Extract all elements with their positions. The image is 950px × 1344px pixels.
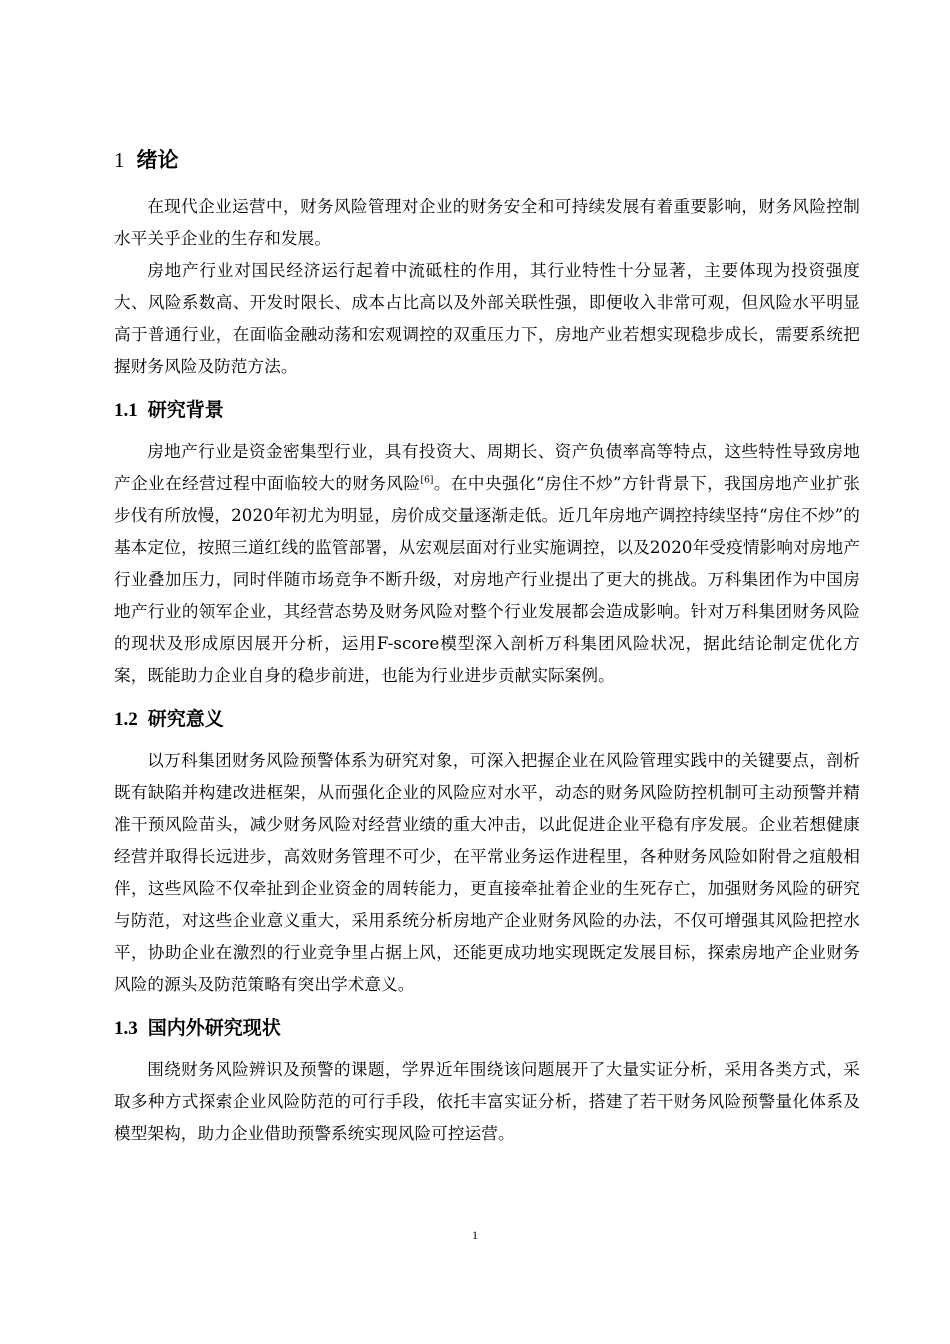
section-number: 1.3	[114, 1018, 138, 1039]
section-1-3-paragraph: 围绕财务风险辨识及预警的课题，学界近年围绕该问题展开了大量实证分析，采用各类方式，采取多种方式探索企业风险防范的可行手段，依托丰富实证分析，搭建了若干财务风险预警量化体系及模型架构，助力企业借助预警系统实现风险可控运营。	[114, 1060, 860, 1143]
section-heading-1-3	[114, 1013, 860, 1044]
paragraph-text: 房地产行业是资金密集型行业，具有投资大、周期长、资产负债率高等特点，这些特性导致房地产企业在经营过程中面临较大的财务风险	[114, 442, 860, 493]
section-number: 1.2	[114, 709, 138, 730]
chapter-paragraph-1: 在现代企业运营中，财务风险管理对企业的财务安全和可持续发展有着重要影响，财务风险控制水平关乎企业的生存和发展。	[114, 197, 860, 248]
section-title: 国内外研究现状	[147, 1017, 281, 1039]
chapter-heading	[114, 143, 860, 177]
section-heading-1-1	[114, 395, 860, 426]
chapter-number: 1	[114, 148, 125, 172]
page-number: 1	[472, 1228, 478, 1242]
section-title: 研究背景	[147, 399, 224, 421]
chapter-paragraph-2: 房地产行业对国民经济运行起着中流砥柱的作用，其行业特性十分显著，主要体现为投资强度大、风险系数高、开发时限长、成本占比高以及外部关联性强，即便收入非常可观，但风险水平明显高于普通行业，在面临金融动荡和宏观调控的双重压力下，房地产业若想实现稳步成长，需要系统把握财务风险及防范方法。	[114, 261, 860, 376]
chapter-title: 绪论	[136, 147, 179, 172]
page-content	[114, 143, 860, 1150]
section-title: 研究意义	[147, 708, 224, 730]
section-heading-1-2	[114, 704, 860, 735]
citation-ref: [6]	[420, 475, 434, 486]
section-1-2-paragraph: 以万科集团财务风险预警体系为研究对象，可深入把握企业在风险管理实践中的关键要点，剖析既有缺陷并构建改进框架，从而强化企业的风险应对水平，动态的财务风险防控机制可主动预警并精准干预风险苗头，减少财务风险对经营业绩的重大冲击，以此促进企业平稳有序发展。企业若想健康经营并取得长远进步，高效财务管理不可少，在平常业务运作进程里，各种财务风险如附骨之疽般相伴，这些风险不仅牵扯到企业资金的周转能力，更直接牵扯着企业的生死存亡，加强财务风险的研究与防范，对这些企业意义重大，采用系统分析房地产企业财务风险的办法，不仅可增强其风险把控水平，协助企业在激烈的行业竞争里占据上风，还能更成功地实现既定发展目标，探索房地产企业财务风险的源头及防范策略有突出学术意义。	[114, 751, 860, 994]
section-1-1-paragraph	[114, 436, 860, 692]
section-number: 1.1	[114, 400, 138, 421]
paragraph-text: 。在中央强化“房住不炒”方针背景下，我国房地产业扩张步伐有所放慢，2020年初尤为明显，房价成交量逐渐走低。近几年房地产调控持续坚持“房住不炒”的基本定位，按照三道红线的监管部署，从宏观层面对行业实施调控，以及2020年受疫情影响对房地产行业叠加压力，同时伴随市场竞争不断升级，对房地产行业提出了更大的挑战。万科集团作为中国房地产行业的领军企业，其经营态势及财务风险对整个行业发展都会造成影响。针对万科集团财务风险的现状及形成原因展开分析，运用F-score模型深入剖析万科集团风险状况，据此结论制定优化方案，既能助力企业自身的稳步前进，也能为行业进步贡献实际案例。	[114, 474, 860, 685]
